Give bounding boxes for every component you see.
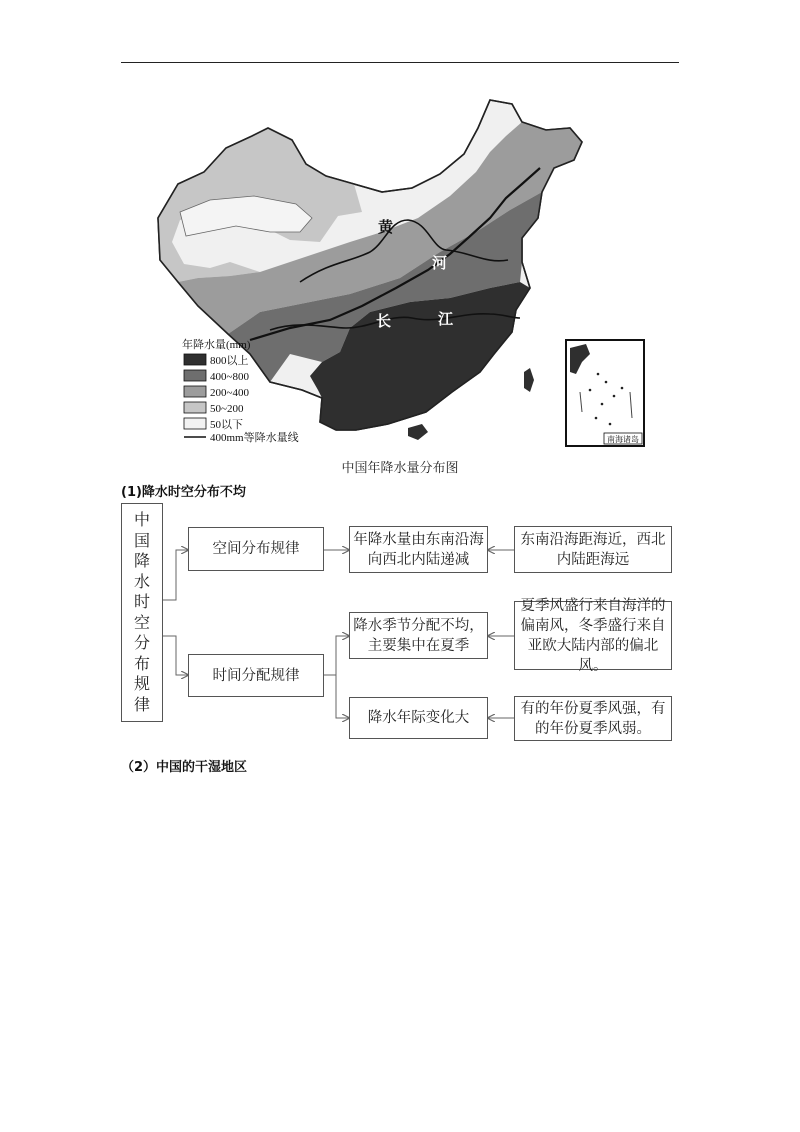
interannual-cause-box (514, 696, 672, 741)
root-char: 水 (133, 571, 150, 591)
seasonal-result-line2: 主要集中在夏季 (367, 637, 470, 654)
interannual-cause-line2: 的年份夏季风弱。 (535, 720, 651, 737)
seasonal-cause-box (514, 597, 672, 674)
seasonal-cause-line1: 夏季风盛行来自海洋的 (520, 597, 666, 614)
root-box (121, 503, 163, 722)
seasonal-result-box (349, 612, 488, 659)
spatial-cause-line2: 内陆距海远 (556, 551, 630, 568)
spatial-rule-box: 空间分布规律 (188, 527, 324, 571)
map-caption: 中国年降水量分布图 (341, 461, 459, 476)
river-label-chang-2: 江 (438, 312, 454, 328)
spatial-result-line2: 向西北内陆递减 (367, 551, 470, 568)
root-char: 律 (133, 694, 150, 714)
legend-label: 50以下 (210, 419, 243, 431)
legend-title: 年降水量(mm) (182, 339, 251, 351)
root-char: 分 (133, 633, 150, 652)
river-label-chang-1: 长 (376, 314, 392, 330)
root-char: 时 (133, 592, 150, 611)
legend-label: 400~800 (210, 371, 249, 383)
spatial-result-box (349, 526, 488, 573)
root-char: 中 (133, 510, 150, 529)
river-label-huang-1: 黄 (378, 220, 394, 236)
root-char: 规 (133, 674, 150, 693)
legend-isohyet-label: 400mm等降水量线 (210, 432, 299, 444)
root-char: 空 (133, 612, 150, 632)
spatial-cause-line1: 东南沿海距海近，西北 (520, 531, 666, 548)
river-label-huang-2: 河 (432, 256, 448, 272)
seasonal-cause-line3: 亚欧大陆内部的偏北风。 (527, 637, 659, 674)
seasonal-result-line1: 降水季节分配不均， (353, 617, 484, 634)
root-char: 布 (133, 653, 150, 673)
spatial-cause-box (514, 526, 672, 573)
temporal-rule-box: 时间分配规律 (188, 654, 324, 697)
legend-label: 50~200 (210, 403, 244, 415)
section1-heading: (1)降水时空分布不均 (121, 485, 246, 500)
section2-heading: （2）中国的干湿地区 (121, 760, 248, 775)
root-char: 降 (133, 551, 150, 570)
spatial-result-line1: 年降水量由东南沿海 (353, 531, 484, 548)
seasonal-cause-line2: 偏南风，冬季盛行来自 (520, 617, 666, 634)
legend-label: 200~400 (210, 387, 249, 399)
inset-label: 南海诸岛 (607, 435, 639, 444)
interannual-cause-line1: 有的年份夏季风强，有 (520, 700, 666, 717)
interannual-result-box: 降水年际变化大 (349, 697, 488, 739)
legend-label: 800以上 (210, 355, 249, 367)
root-char: 国 (133, 530, 150, 550)
